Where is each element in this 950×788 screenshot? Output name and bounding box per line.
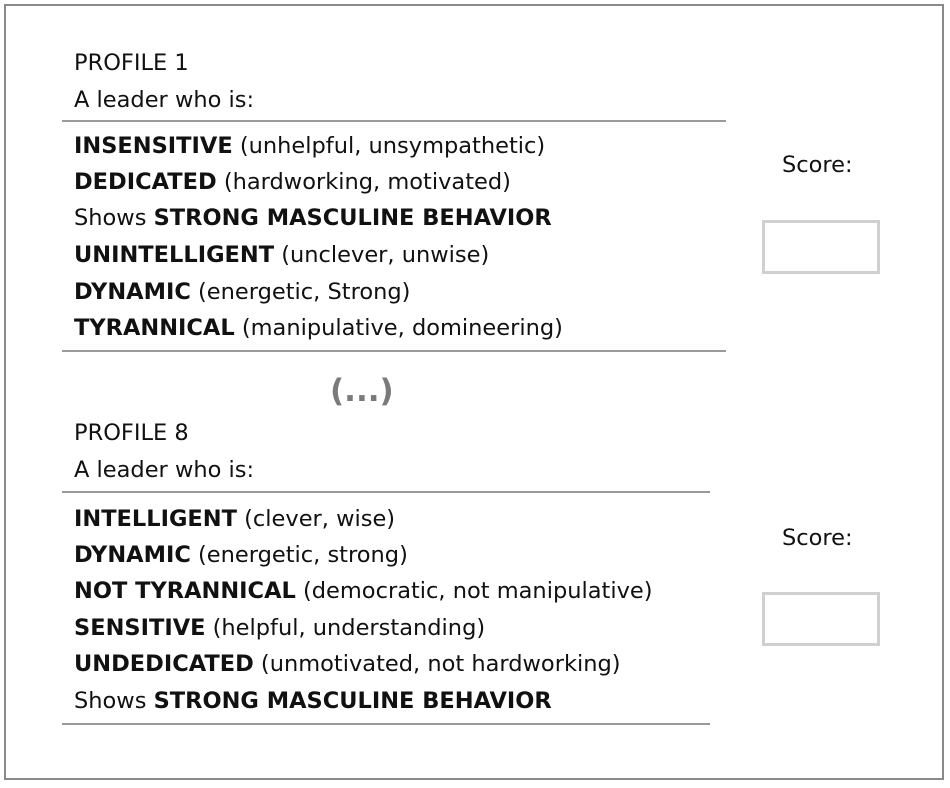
profile-1-trait-1 — [74, 131, 545, 161]
trait-keyword: DYNAMIC — [74, 542, 191, 568]
profile-1-bottom-rule — [62, 350, 726, 352]
profile-1-trait-3 — [74, 203, 552, 233]
trait-keyword: SENSITIVE — [74, 615, 206, 641]
profile-8-bottom-rule — [62, 723, 710, 725]
trait-keyword: DYNAMIC — [74, 279, 191, 305]
profile-8-trait-2 — [74, 540, 408, 570]
trait-description: (clever, wise) — [236, 506, 396, 532]
profile-1-score-input[interactable] — [762, 220, 880, 274]
profile-1-subtitle: A leader who is: — [74, 87, 255, 113]
trait-description: (hardworking, motivated) — [216, 169, 511, 195]
profile-1-score-label: Score: — [782, 152, 853, 178]
profile-8-subtitle: A leader who is: — [74, 457, 255, 483]
trait-prefix: Shows — [74, 688, 154, 714]
trait-description: (helpful, understanding) — [205, 615, 486, 641]
trait-description: (manipulative, domineering) — [234, 315, 563, 341]
profile-1-trait-5 — [74, 277, 410, 307]
trait-description: (unmotivated, not hardworking) — [253, 651, 621, 677]
profile-8-score-input[interactable] — [762, 592, 880, 646]
trait-prefix: Shows — [74, 205, 154, 231]
profile-8-trait-1 — [74, 504, 395, 534]
profile-1-title: PROFILE 1 — [74, 50, 189, 76]
profile-8-trait-5 — [74, 649, 621, 679]
trait-description: (energetic, Strong) — [190, 279, 411, 305]
profile-8-title: PROFILE 8 — [74, 420, 189, 446]
trait-keyword: UNDEDICATED — [74, 651, 254, 677]
profile-8-trait-6 — [74, 686, 552, 716]
profile-8-trait-4 — [74, 613, 485, 643]
trait-description: (democratic, not manipulative) — [295, 578, 653, 604]
profile-1-trait-6 — [74, 313, 563, 343]
profile-8-trait-3 — [74, 576, 653, 606]
profile-1-top-rule — [62, 120, 726, 122]
trait-keyword: NOT TYRANNICAL — [74, 578, 296, 604]
trait-description: (unhelpful, unsympathetic) — [232, 133, 546, 159]
trait-keyword: UNINTELLIGENT — [74, 242, 275, 268]
trait-keyword: DEDICATED — [74, 169, 217, 195]
trait-keyword: STRONG MASCULINE BEHAVIOR — [153, 205, 552, 231]
profile-1-trait-2 — [74, 167, 511, 197]
trait-keyword: TYRANNICAL — [74, 315, 235, 341]
trait-description: (energetic, strong) — [190, 542, 408, 568]
trait-keyword: STRONG MASCULINE BEHAVIOR — [153, 688, 552, 714]
omitted-profiles-ellipsis: (...) — [330, 373, 394, 409]
trait-keyword: INSENSITIVE — [74, 133, 233, 159]
profile-8-top-rule — [62, 491, 710, 493]
profile-8-score-label: Score: — [782, 525, 853, 551]
profile-1-trait-4 — [74, 240, 489, 270]
trait-description: (unclever, unwise) — [274, 242, 490, 268]
trait-keyword: INTELLIGENT — [74, 506, 237, 532]
